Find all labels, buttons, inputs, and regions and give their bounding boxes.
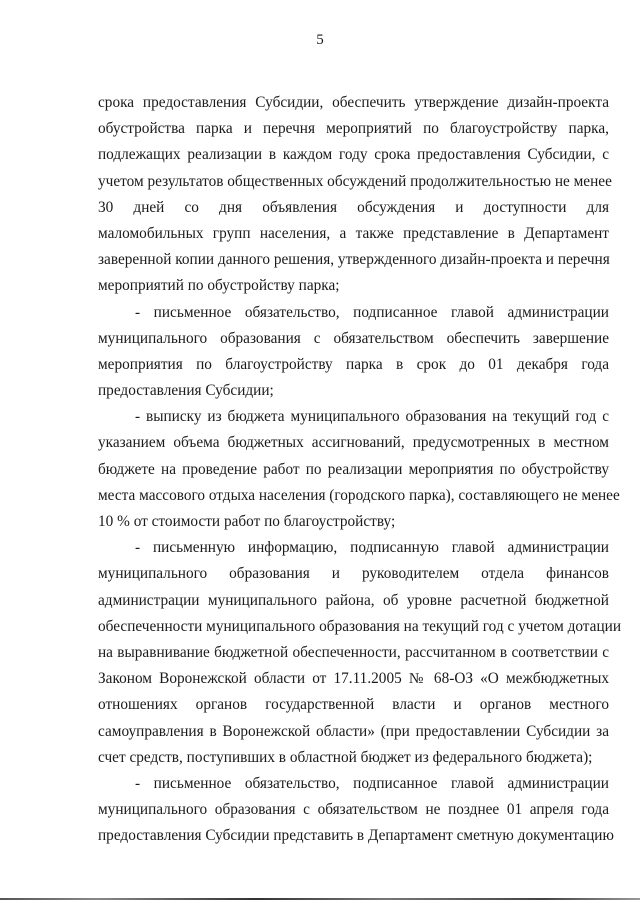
text-line: 30 дней со дня объявления обсуждения и доступности для (98, 198, 609, 216)
text-line: мероприятий по обустройству парка; (98, 277, 340, 295)
text-line: обустройства парка и перечня мероприятий по благоустройству парка, (98, 120, 609, 138)
text-line: администрации муниципального района, об уровне расчетной бюджетной (98, 591, 609, 609)
paragraph-estimate-documentation-obligation (98, 771, 614, 850)
text-line: муниципального образования и руководителем отдела финансов (98, 565, 609, 583)
text-line: предоставления Субсидии представить в Департамент сметную документацию (98, 827, 614, 845)
paragraph-completion-obligation (98, 300, 609, 405)
text-line: подлежащих реализации в каждом году срока предоставления Субсидии, с (98, 146, 609, 164)
text-line: срока предоставления Субсидии, обеспечить утверждение дизайн-проекта (98, 94, 609, 111)
text-line: муниципального образования с обязательством не позднее 01 апреля года (98, 801, 609, 819)
text-line: мероприятия по благоустройству парка в срок до 01 декабря года (98, 355, 609, 373)
text-line: заверенной копии данного решения, утвержденного дизайн-проекта и перечня (98, 251, 610, 269)
text-line: указанием объема бюджетных ассигнований, предусмотренных в местном (98, 434, 609, 452)
text-line: предоставления Субсидии; (98, 382, 274, 400)
text-line: отношениях органов государственной власти и органов местного (98, 696, 609, 714)
list-item-dash: - письменное обязательство, подписанное главой администрации (135, 774, 609, 792)
text-line: бюджете на проведение работ по реализации мероприятия по обустройству (98, 460, 609, 478)
page-bottom-edge (0, 898, 640, 900)
text-line: маломобильных групп населения, а также представление в Департамент (98, 224, 609, 242)
paragraph-schedule-design-project (98, 90, 612, 300)
text-line: места массового отдыха населения (городского парка), составляющего не менее (98, 486, 620, 504)
text-line: муниципального образования с обязательством обеспечить завершение (98, 329, 609, 347)
document-body (98, 90, 622, 849)
paragraph-budget-sufficiency-info (98, 535, 622, 771)
list-item-dash: - письменное обязательство, подписанное главой администрации (135, 303, 609, 321)
text-line: 10 % от стоимости работ по благоустройству; (98, 513, 396, 530)
text-line: учетом результатов общественных обсуждений продолжительностью не менее (98, 172, 612, 190)
text-line: Законом Воронежской области от 17.11.2005 № 68-ОЗ «О межбюджетных (98, 670, 609, 688)
list-item-dash: - письменную информацию, подписанную главой администрации (135, 539, 609, 557)
page-number: 5 (316, 32, 324, 48)
text-line: на выравнивание бюджетной обеспеченности, рассчитанном в соответствии с (98, 643, 609, 661)
list-item-dash: - выписку из бюджета муниципального образования на текущий год с (135, 408, 609, 426)
text-line: обеспеченности муниципального образования на текущий год с учетом дотации (98, 617, 622, 635)
paragraph-budget-extract (98, 404, 620, 535)
text-line: самоуправления в Воронежской области» (при предоставлении Субсидии за (98, 722, 609, 740)
text-line: счет средств, поступивших в областной бюджет из федерального бюджета); (98, 748, 593, 766)
